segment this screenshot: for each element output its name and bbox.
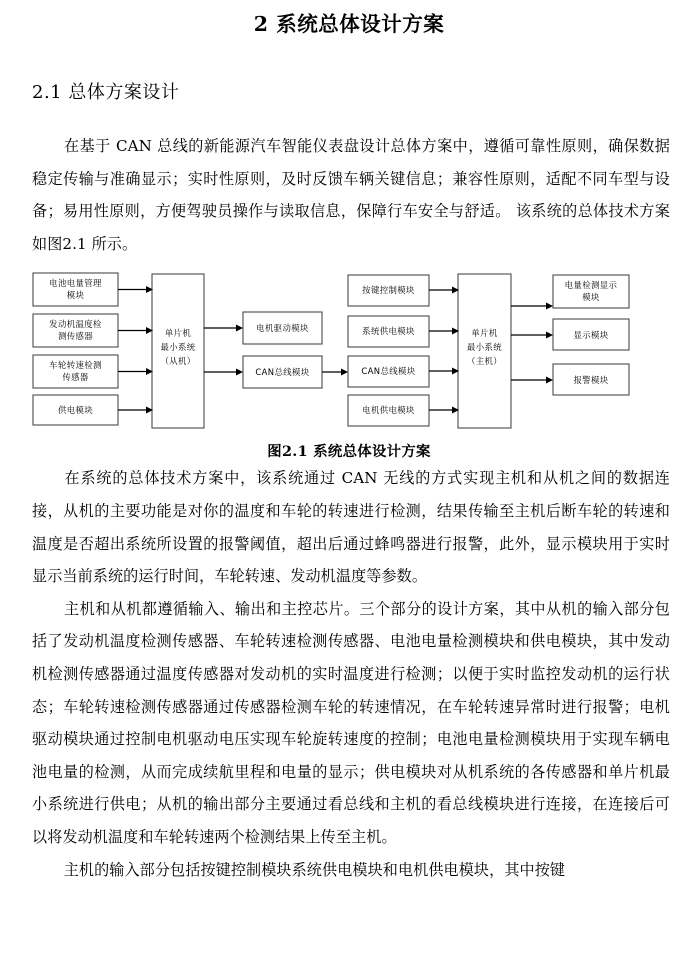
master-output-arrows [511,303,553,384]
paragraph-1 [32,104,670,260]
paragraph-3-text: 主机和从机都遵循输入、输出和主控芯片。三个部分的设计方案，其中从机的输入部分包括了发动机温度检测传感器、车轮转速检测传感器、电池电量检测模块和供电模块，其中发动机检测传感器通过温度传感器对发动机的实时温度进行检测；以便于实时监控发动机的运行状态；车轮转速检测传感器通过传感器检测车轮的转速情况，在车轮转速异常时进行报警；电机驱动模块通过控制电机驱动电压实现车轮旋转速度的控制；电池电量检测模块用于实现车辆电池电量的检测，从而完成续航里程和电量的显示；供电模块对从机系统的各传感器和单片机最小系统进行供电；从机的输出部分主要通过看总线和主机的看总线模块进行连接，在连接后可以将发动机温度和车轮转速两个检测结果上传至主机。 [32,599,670,846]
figure-system-block-diagram [0,260,698,438]
can-bus-link-arrow [322,369,348,376]
slave-input-box-2 [33,314,118,347]
master-input-box-1 [348,275,429,306]
paragraph-2 [32,462,670,592]
master-output-box-1-line2: 模块 [582,292,600,303]
slave-output-box-2-line1: CAN总线模块 [255,367,310,378]
body-text-block-bottom [0,462,698,886]
slave-mcu-line1: 单片机 [164,328,192,339]
master-input-box-2 [348,316,429,347]
slave-input-box-4-line1: 供电模块 [57,405,94,416]
block-diagram-svg [0,260,698,438]
slave-output-box-1 [243,312,322,344]
body-text-block-top [0,104,698,260]
master-input-arrows [429,287,459,414]
master-output-box-2-line1: 显示模块 [573,330,609,341]
slave-output-arrows [204,325,243,376]
master-mcu-box [458,274,511,428]
paragraph-1-text: 在基于 CAN 总线的新能源汽车智能仪表盘设计总体方案中，遵循可靠性原则，确保数据稳定传输与准确显示；实时性原则，及时反馈车辆关键信息；兼容性原则，适配不同车型与设备；易用性原则，方便驾驶员操作与读取信息，保障行车安全与舒适。 该系统的总体技术方案如图2.1 所示。 [32,137,670,253]
master-output-box-1-line1: 电量检测显示 [564,280,618,291]
section-heading: 2.1 总体方案设计 [32,81,180,103]
master-mcu-line1: 单片机 [471,328,498,339]
slave-mcu-box [152,274,204,428]
master-input-box-3 [348,356,429,387]
master-input-box-3-line1: CAN总线模块 [361,366,416,377]
master-input-box-1-line1: 按键控制模块 [362,285,415,296]
slave-mcu-line2: 最小系统 [160,342,196,353]
slave-input-box-3-line2: 传感器 [62,372,89,383]
master-output-box-1 [553,275,629,308]
master-mcu-line2: 最小系统 [466,342,503,353]
slave-output-box-1-line1: 电机驱动模块 [256,323,309,334]
slave-input-box-1-line1: 电池电量管理 [49,278,102,289]
slave-input-box-1 [33,273,118,306]
figure-caption: 图2.1 系统总体设计方案 [267,443,431,461]
slave-input-box-3-line1: 车轮转速检测 [49,360,102,371]
slave-output-box-2 [243,356,322,388]
slave-input-box-2-line2: 测传感器 [57,331,94,342]
master-output-box-3-line1: 报警模块 [573,375,609,386]
paragraph-3 [32,593,670,854]
page-title: 2 系统总体设计方案 [253,12,445,36]
paragraph-4-text: 主机的输入部分包括按键控制模块系统供电模块和电机供电模块，其中按键 [63,860,566,879]
slave-input-box-3 [33,355,118,388]
master-input-box-2-line1: 系统供电模块 [362,326,415,337]
slave-input-box-4 [33,395,118,425]
slave-mcu-line3: （从机） [160,356,196,367]
master-mcu-line3: （主机） [466,356,503,367]
master-input-box-4-line1: 电机供电模块 [362,405,415,416]
paragraph-4 [32,854,670,887]
slave-input-box-2-line1: 发动机温度检 [49,319,102,330]
slave-input-box-1-line2: 模块 [66,290,85,301]
master-output-box-3 [553,364,629,395]
slave-input-arrows [118,286,153,414]
master-input-box-4 [348,395,429,426]
paragraph-2-text: 在系统的总体技术方案中，该系统通过 CAN 无线的方式实现主机和从机之间的数据连接，从机的主要功能是对你的温度和车轮的转速进行检测，结果传输至主机后断车轮的转速和温度是否超出系统所设置的报警阈值，超出后通过蜂鸣器进行报警，此外，显示模块用于实时显示当前系统的运行时间，车轮转速、发动机温度等参数。 [32,469,670,586]
master-output-box-2 [553,319,629,350]
